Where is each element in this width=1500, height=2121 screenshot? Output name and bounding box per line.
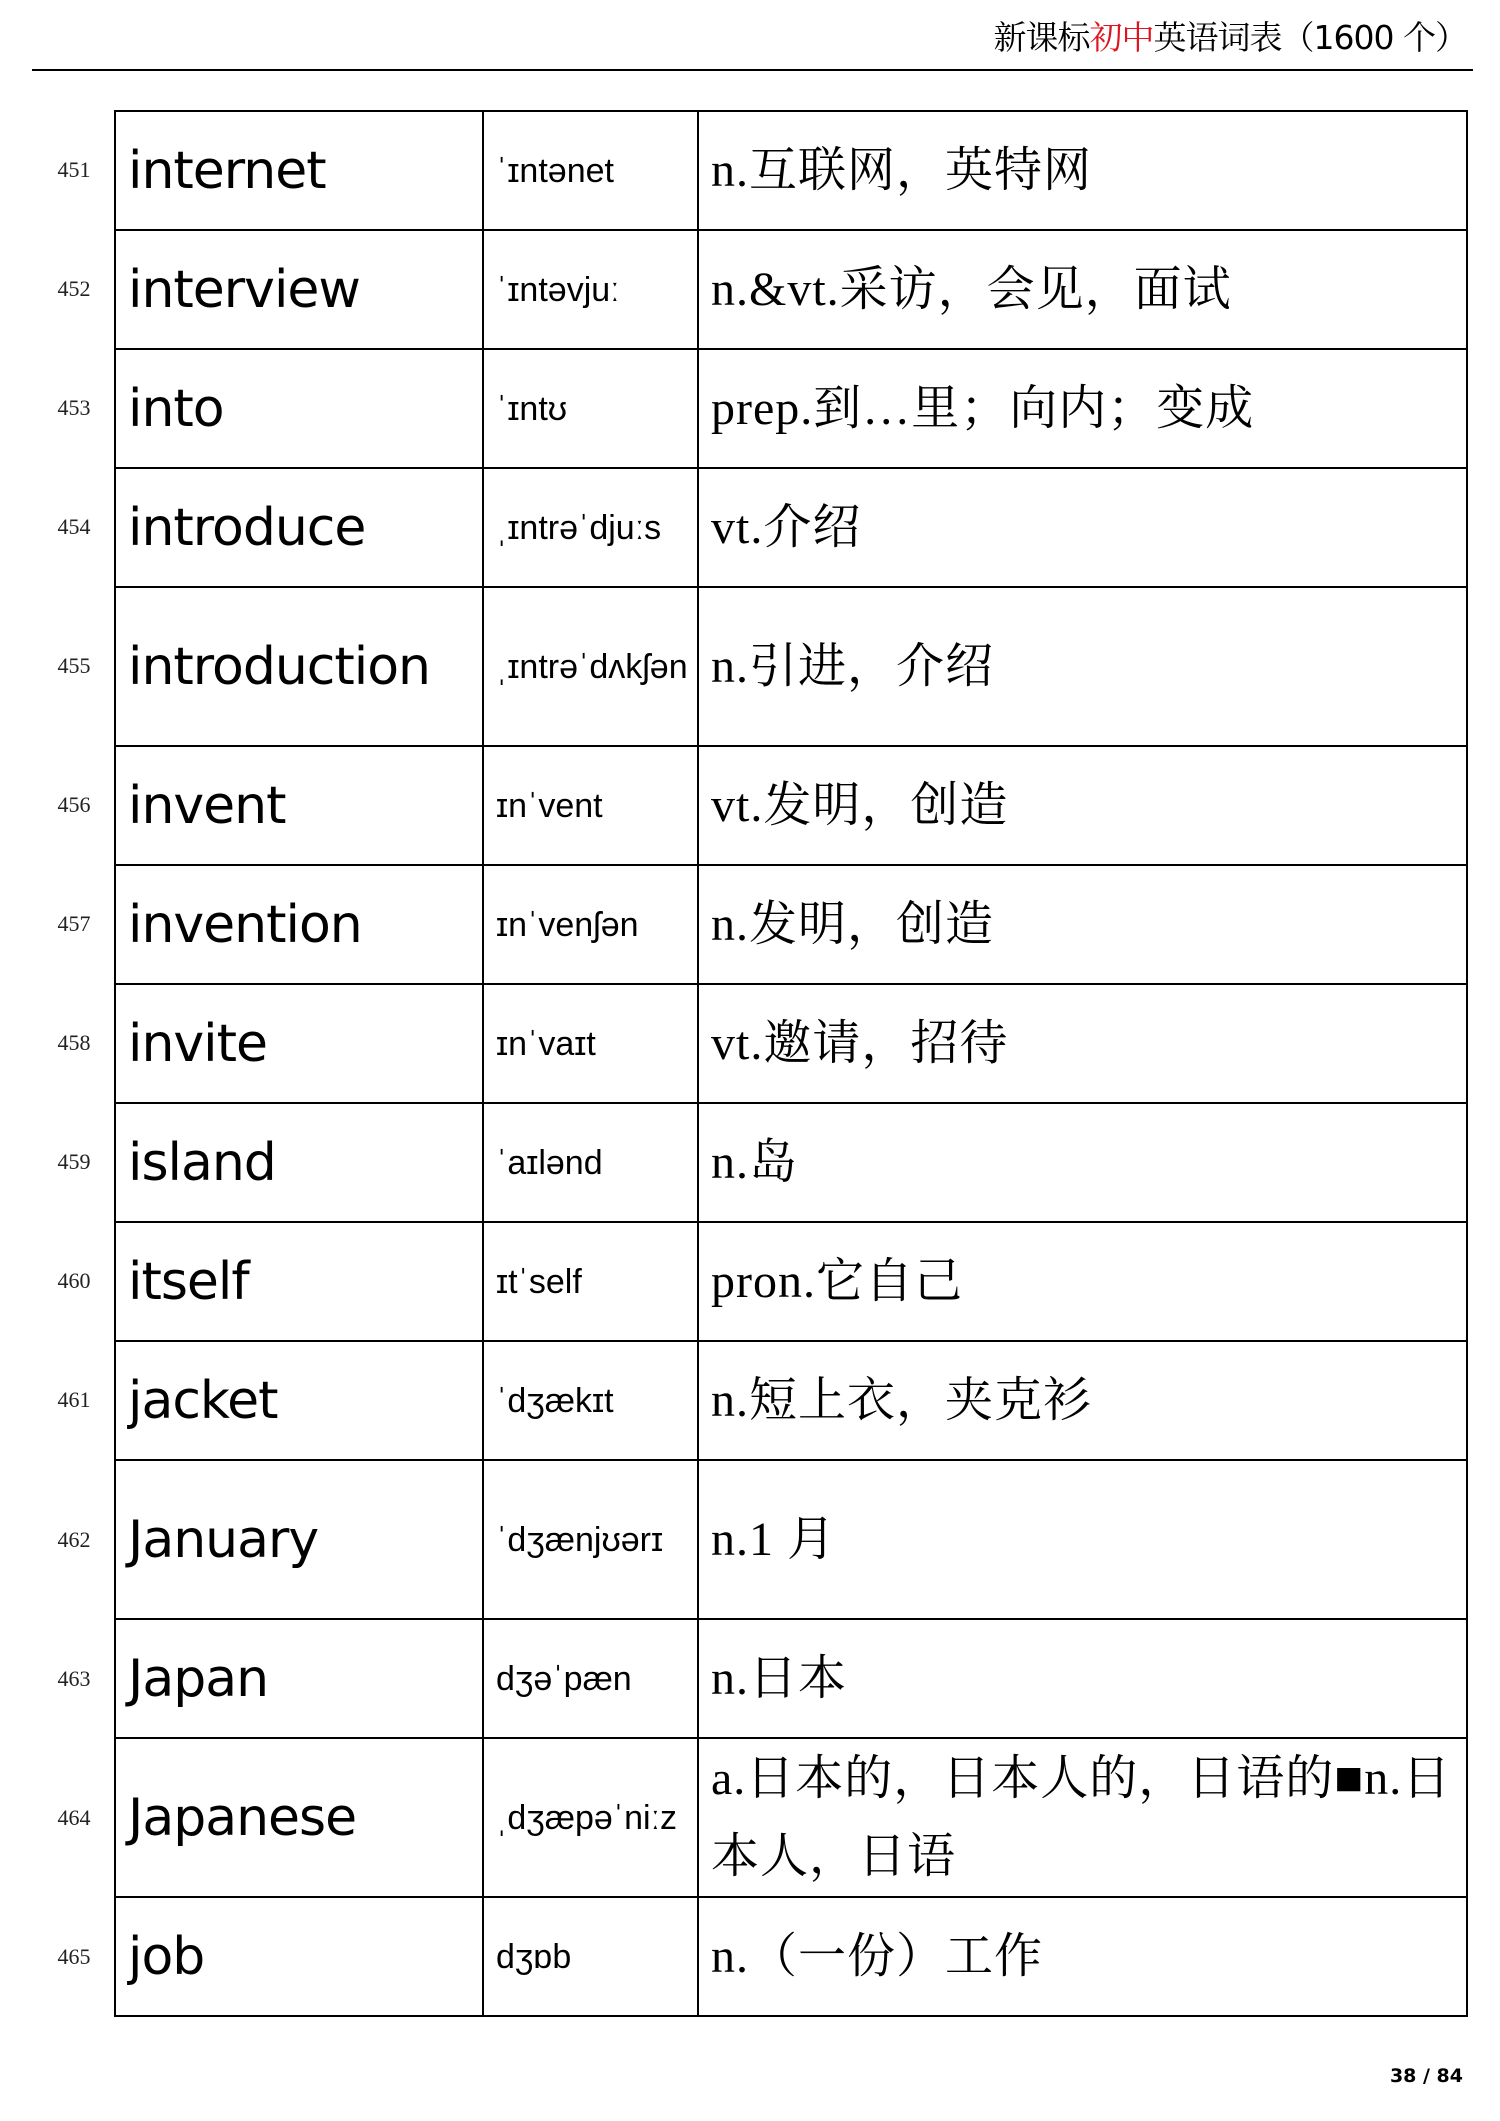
definition-cell: n.发明，创造 xyxy=(698,865,1467,984)
row-number: 456 xyxy=(57,792,91,817)
phonetic-cell: dʒəˈpæn xyxy=(483,1619,698,1738)
row-number: 453 xyxy=(57,395,91,420)
row-number: 464 xyxy=(57,1805,91,1830)
row-number: 451 xyxy=(57,157,91,182)
word-cell: Japan xyxy=(115,1619,483,1738)
word-cell: into xyxy=(115,349,483,468)
title-prefix: 新课标 xyxy=(993,18,1090,57)
table-row xyxy=(115,468,1467,587)
word-cell: itself xyxy=(115,1222,483,1341)
word-cell: introduction xyxy=(115,587,483,746)
table-row xyxy=(115,111,1467,230)
definition-cell: vt.介绍 xyxy=(698,468,1467,587)
table-row xyxy=(115,1619,1467,1738)
row-number: 461 xyxy=(57,1387,91,1412)
definition-cell: n.1 月 xyxy=(698,1460,1467,1619)
row-number: 462 xyxy=(57,1527,91,1552)
phonetic-cell: ˈdʒænjʊərɪ xyxy=(483,1460,698,1619)
table-row xyxy=(115,1341,1467,1460)
phonetic-cell: ˈaɪlənd xyxy=(483,1103,698,1222)
row-number: 465 xyxy=(57,1944,91,1969)
word-cell: job xyxy=(115,1897,483,2016)
word-cell: internet xyxy=(115,111,483,230)
word-cell: invention xyxy=(115,865,483,984)
page-header xyxy=(32,0,1473,71)
row-number: 463 xyxy=(57,1666,91,1691)
row-number: 459 xyxy=(57,1149,91,1174)
word-cell: interview xyxy=(115,230,483,349)
definition-cell: n.引进，介绍 xyxy=(698,587,1467,746)
definition-cell: n.短上衣，夹克衫 xyxy=(698,1341,1467,1460)
definition-cell: n.岛 xyxy=(698,1103,1467,1222)
table-row xyxy=(115,349,1467,468)
phonetic-cell: ˌdʒæpəˈniːz xyxy=(483,1738,698,1897)
definition-cell: n.&vt.采访，会见，面试 xyxy=(698,230,1467,349)
definition-cell: a.日本的，日本人的，日语的■n.日本人，日语 xyxy=(698,1738,1467,1897)
row-number: 460 xyxy=(57,1268,91,1293)
phonetic-cell: ˌɪntrəˈdʌkʃən xyxy=(483,587,698,746)
row-number: 455 xyxy=(57,653,91,678)
word-cell: invite xyxy=(115,984,483,1103)
definition-cell: n.日本 xyxy=(698,1619,1467,1738)
phonetic-cell: dʒɒb xyxy=(483,1897,698,2016)
definition-cell: pron.它自己 xyxy=(698,1222,1467,1341)
row-number: 458 xyxy=(57,1030,91,1055)
phonetic-cell: ɪnˈvaɪt xyxy=(483,984,698,1103)
row-number: 452 xyxy=(57,276,91,301)
table-row xyxy=(115,865,1467,984)
definition-cell: vt.发明，创造 xyxy=(698,746,1467,865)
table-row xyxy=(115,746,1467,865)
table-row xyxy=(115,1738,1467,1897)
definition-cell: vt.邀请，招待 xyxy=(698,984,1467,1103)
row-number: 454 xyxy=(57,514,91,539)
table-row xyxy=(115,1103,1467,1222)
table-row xyxy=(115,1897,1467,2016)
phonetic-cell: ˈɪntəvjuː xyxy=(483,230,698,349)
definition-cell: n.互联网，英特网 xyxy=(698,111,1467,230)
phonetic-cell: ˈɪntʊ xyxy=(483,349,698,468)
word-cell: invent xyxy=(115,746,483,865)
word-cell: island xyxy=(115,1103,483,1222)
table-row xyxy=(115,230,1467,349)
vocabulary-table xyxy=(114,110,1468,2017)
page-number: 38 / 84 xyxy=(1389,2065,1463,2087)
table-row xyxy=(115,1222,1467,1341)
phonetic-cell: ˈɪntənet xyxy=(483,111,698,230)
phonetic-cell: ɪnˈvent xyxy=(483,746,698,865)
phonetic-cell: ˌɪntrəˈdjuːs xyxy=(483,468,698,587)
definition-cell: n.（一份）工作 xyxy=(698,1897,1467,2016)
phonetic-cell: ˈdʒækɪt xyxy=(483,1341,698,1460)
table-row xyxy=(115,984,1467,1103)
phonetic-cell: ɪtˈself xyxy=(483,1222,698,1341)
row-number: 457 xyxy=(57,911,91,936)
table-row xyxy=(115,587,1467,746)
title-accent: 初中 xyxy=(1089,18,1154,57)
document-title xyxy=(994,16,1467,60)
word-cell: jacket xyxy=(115,1341,483,1460)
word-cell: January xyxy=(115,1460,483,1619)
phonetic-cell: ɪnˈvenʃən xyxy=(483,865,698,984)
word-cell: introduce xyxy=(115,468,483,587)
title-suffix: 英语词表（1600 个） xyxy=(1153,18,1467,57)
word-cell: Japanese xyxy=(115,1738,483,1897)
table-row xyxy=(115,1460,1467,1619)
definition-cell: prep.到…里；向内；变成 xyxy=(698,349,1467,468)
